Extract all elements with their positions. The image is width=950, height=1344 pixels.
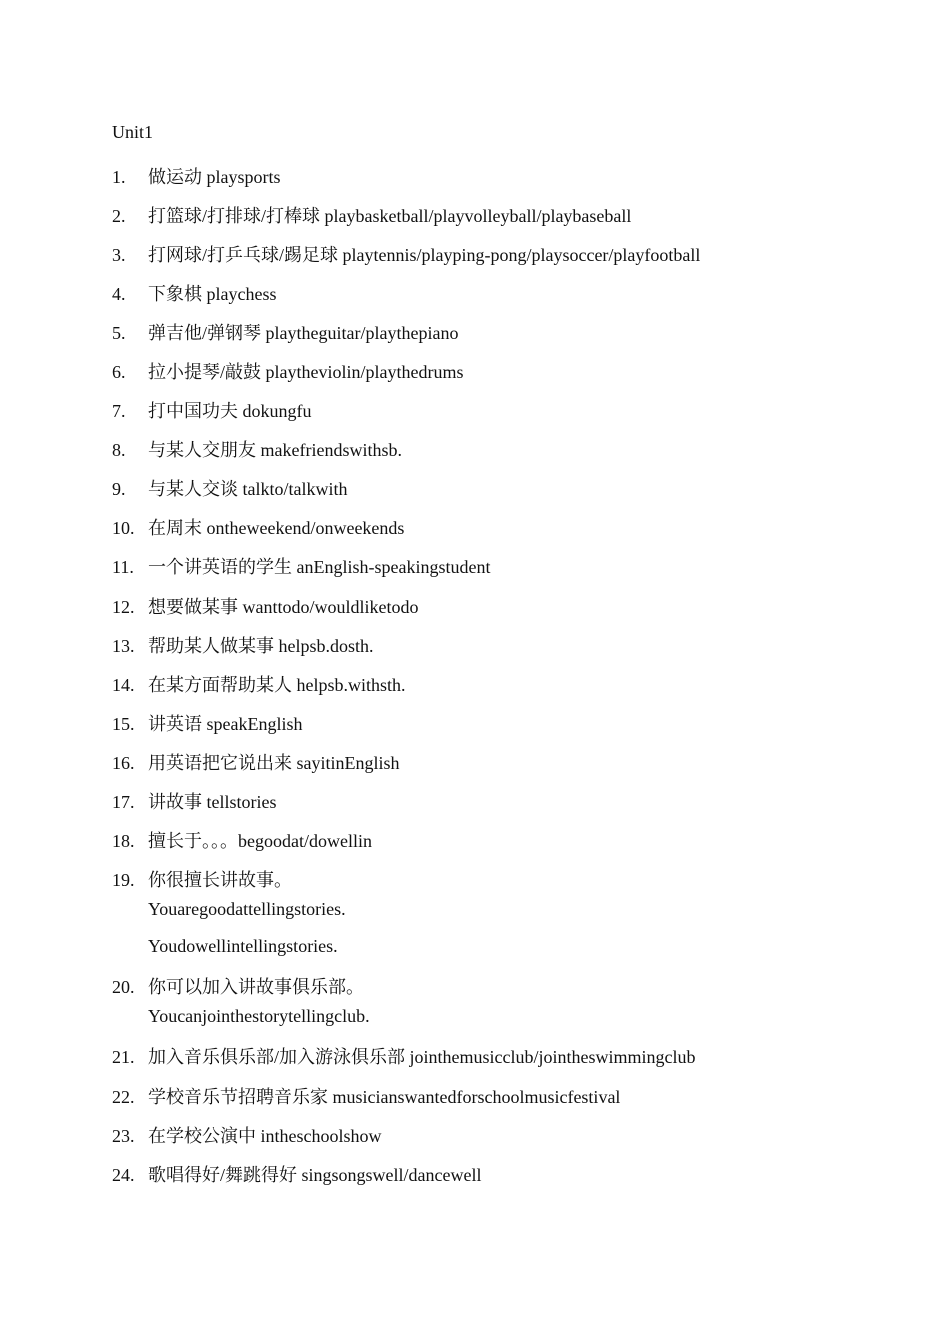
item-number: 2.	[112, 205, 126, 226]
item-number: 21.	[112, 1047, 135, 1068]
item-text: 帮助某人做某事 helpsb.dosth.	[148, 635, 374, 656]
item-text: 与某人交朋友 makefriendswithsb.	[148, 440, 402, 461]
item-text: 歌唱得好/舞跳得好 singsongswell/dancewell	[148, 1164, 482, 1185]
item-text: 在学校公演中 intheschoolshow	[148, 1125, 382, 1146]
item-text: 加入音乐俱乐部/加入游泳俱乐部 jointhemusicclub/jointheswimmingclub	[148, 1047, 696, 1068]
example-sentence: Youcanjointhestorytellingclub.	[148, 1005, 370, 1026]
list-item	[112, 783, 872, 822]
example-sentence: Youaregoodattellingstories.	[148, 898, 346, 919]
item-text: 你很擅长讲故事。	[148, 870, 292, 891]
item-number: 6.	[112, 362, 126, 383]
list-item	[112, 157, 872, 196]
document-page	[112, 118, 872, 1194]
list-item	[112, 704, 872, 743]
item-text: 讲英语 speakEnglish	[148, 713, 303, 734]
list-item	[112, 1038, 872, 1077]
list-item	[112, 470, 872, 509]
item-text: 在周末 ontheweekend/onweekends	[148, 518, 405, 539]
item-number: 16.	[112, 752, 135, 773]
list-item	[112, 392, 872, 431]
item-number: 14.	[112, 674, 135, 695]
list-item	[112, 587, 872, 626]
list-item	[112, 1155, 872, 1194]
item-number: 23.	[112, 1125, 135, 1146]
item-text: 学校音乐节招聘音乐家 musicianswantedforschoolmusicfestival	[148, 1086, 621, 1107]
item-number: 7.	[112, 401, 126, 422]
item-number: 18.	[112, 831, 135, 852]
list-item	[112, 235, 872, 274]
item-text: 用英语把它说出来 sayitinEnglish	[148, 752, 400, 773]
vocabulary-list	[112, 157, 872, 1194]
list-item	[112, 509, 872, 548]
list-item	[112, 196, 872, 235]
item-text: 擅长于。。。begoodat/dowellin	[148, 831, 372, 852]
item-text: 拉小提琴/敲鼓 playtheviolin/playthedrums	[148, 362, 464, 383]
item-text: 一个讲英语的学生 anEnglish-speakingstudent	[148, 557, 491, 578]
item-number: 13.	[112, 635, 135, 656]
item-number: 8.	[112, 440, 126, 461]
item-number: 5.	[112, 322, 126, 343]
list-item	[112, 431, 872, 470]
item-number: 1.	[112, 166, 126, 187]
item-number: 20.	[112, 977, 135, 998]
list-item	[112, 1116, 872, 1155]
list-item	[112, 548, 872, 587]
list-item	[112, 822, 872, 861]
unit-title: Unit1	[112, 122, 154, 142]
list-item	[112, 274, 872, 313]
list-item	[112, 743, 872, 782]
item-number: 15.	[112, 713, 135, 734]
item-number: 19.	[112, 870, 135, 891]
item-number: 11.	[112, 557, 134, 578]
list-item	[112, 313, 872, 352]
list-item	[112, 626, 872, 665]
item-text: 弹吉他/弹钢琴 playtheguitar/playthepiano	[148, 322, 459, 343]
item-text: 想要做某事 wanttodo/wouldliketodo	[148, 596, 419, 617]
item-text: 打网球/打乒乓球/踢足球 playtennis/playping-pong/playsoccer/playfootball	[148, 244, 701, 265]
item-text: 打篮球/打排球/打棒球 playbasketball/playvolleyball/playbaseball	[148, 205, 632, 226]
item-number: 12.	[112, 596, 135, 617]
item-number: 24.	[112, 1164, 135, 1185]
item-number: 17.	[112, 792, 135, 813]
item-text: 打中国功夫 dokungfu	[148, 401, 312, 422]
item-text: 讲故事 tellstories	[148, 792, 277, 813]
item-number: 4.	[112, 283, 126, 304]
list-item	[112, 665, 872, 704]
item-text: 下象棋 playchess	[148, 283, 277, 304]
item-text: 做运动 playsports	[148, 166, 281, 187]
example-sentence: Youdowellintellingstories.	[148, 935, 338, 956]
list-item	[112, 1077, 872, 1116]
item-number: 9.	[112, 479, 126, 500]
item-text: 你可以加入讲故事俱乐部。	[148, 977, 364, 998]
item-text: 与某人交谈 talkto/talkwith	[148, 479, 348, 500]
list-item	[112, 352, 872, 391]
item-text: 在某方面帮助某人 helpsb.withsth.	[148, 674, 406, 695]
item-number: 10.	[112, 518, 135, 539]
item-number: 22.	[112, 1086, 135, 1107]
item-number: 3.	[112, 244, 126, 265]
